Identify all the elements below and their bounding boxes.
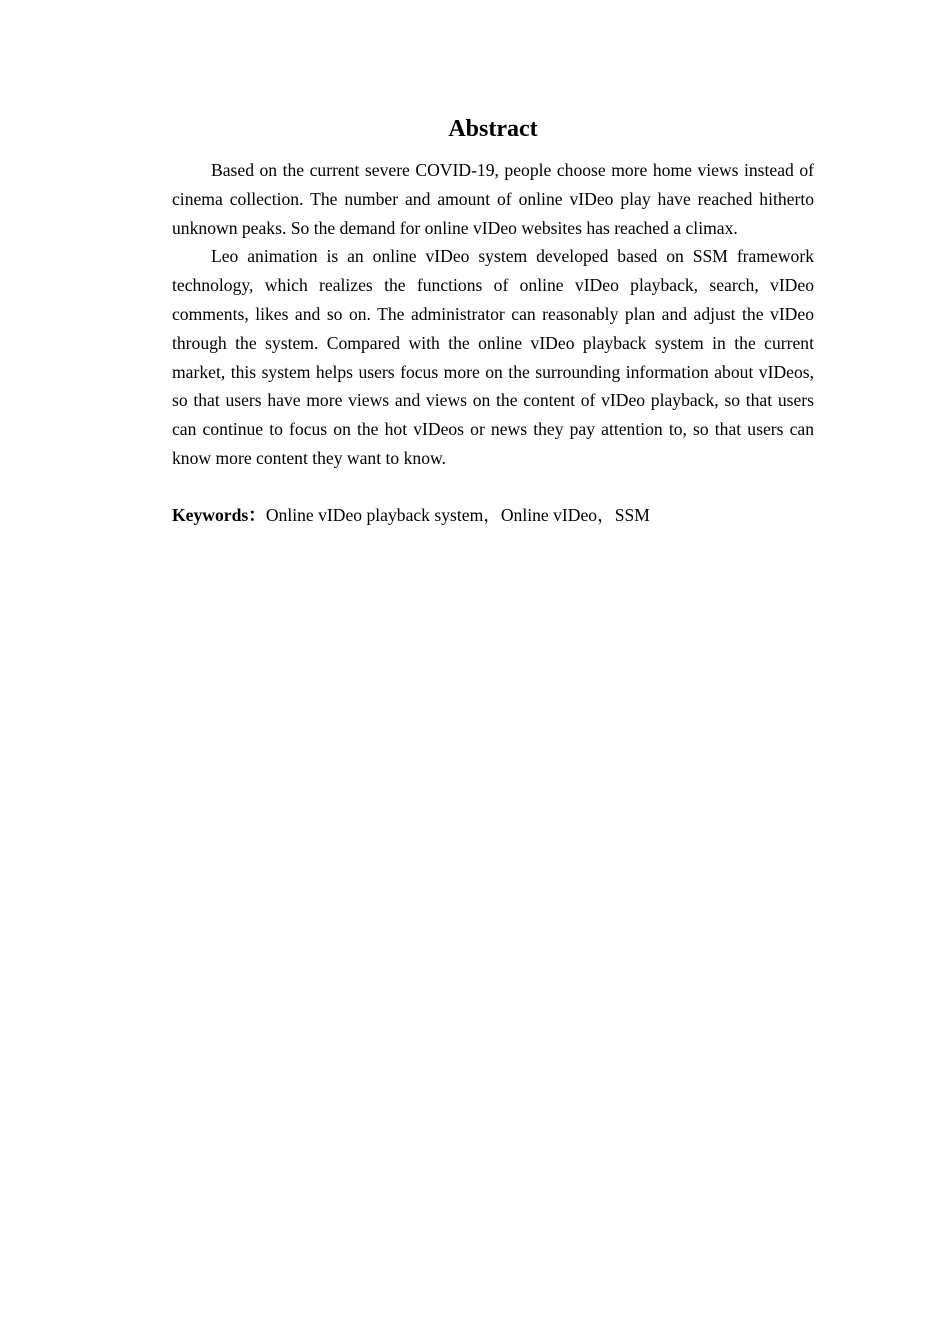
- keywords-label: Keywords：: [172, 504, 266, 525]
- abstract-title: Abstract: [448, 116, 538, 142]
- keywords-line: [172, 501, 814, 530]
- keywords-text: Online vIDeo playback system，Online vIDeo，SSM: [265, 504, 650, 525]
- abstract-section: [172, 112, 814, 530]
- abstract-paragraph-2: Leo animation is an online vIDeo system developed based on SSM framework technology, which realizes the functions of online vIDeo playback, search, vIDeo comments, likes and so on. The administrator can reasonably plan and adjust the vIDeo through the system. Compared with the online vIDeo playback system in the current market, this system helps users focus more on the surrounding information about vIDeos, so that users have more views and views on the content of vIDeo playback, so that users can continue to focus on the hot vIDeos or news they pay attention to, so that users can know more content they want to know.: [172, 246, 814, 468]
- abstract-paragraph-1: Based on the current severe COVID-19, people choose more home views instead of cinema collection. The number and amount of online vIDeo play have reached hitherto unknown peaks. So the demand for online vIDeo websites has reached a climax.: [172, 160, 814, 238]
